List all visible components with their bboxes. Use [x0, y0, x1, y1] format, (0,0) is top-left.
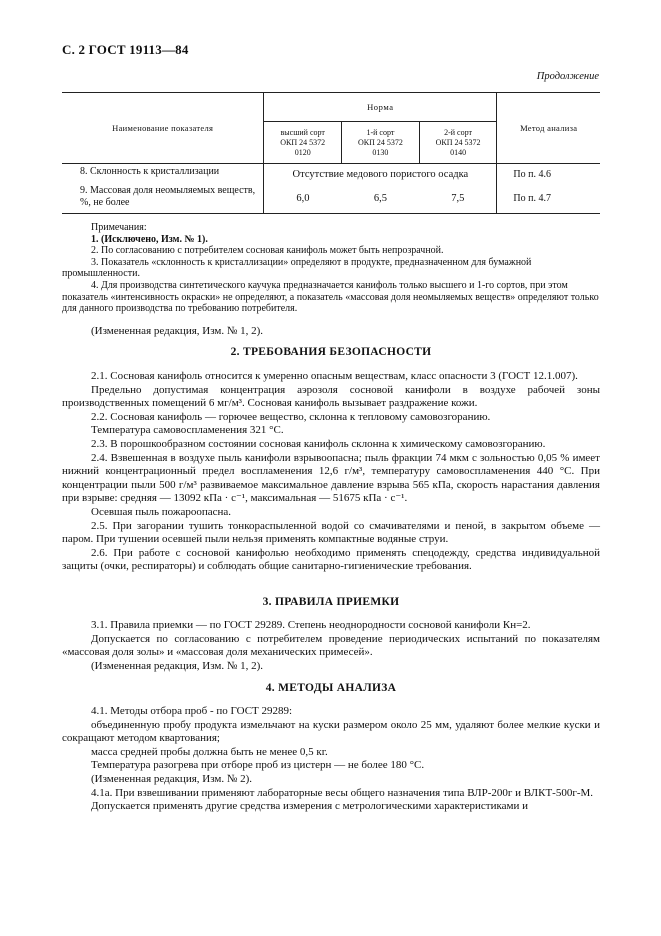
- paragraph: (Измененная редакция, Изм. № 2).: [91, 772, 253, 785]
- row-method: По п. 4.7: [497, 180, 600, 214]
- table-row: [62, 164, 600, 181]
- note-3: 3. Показатель «склонность к кристаллизации» определяют в продукте, предназначенном для бумажной промышленности.: [62, 256, 532, 280]
- section-4-body: [62, 705, 600, 814]
- row-name: 8. Склонность к кристаллизации: [62, 164, 264, 181]
- section-2-body: [62, 370, 600, 574]
- grade-code-suffix: 0120: [294, 147, 311, 157]
- notes-title: Примечания:: [91, 222, 147, 233]
- paragraph: объединенную пробу продукта измельчают на куски размером около 25 мм, удаляют более мелкие куски и сокращают методом квартования;: [62, 718, 600, 745]
- note-4: 4. Для производства синтетического каучука предназначается канифоль только высшего и 1-го сортов, при этом показатель «интенсивность окраски» не определяют, а показатель «массовая доля неомыляемых веществ» определяют только для данного производства по требованию потребителя.: [62, 279, 599, 315]
- grade-label: высший сорт: [280, 127, 325, 137]
- paragraph: 4.1. Методы отбора проб - по ГОСТ 29289:: [91, 705, 293, 717]
- paragraph: 2.1. Сосновая канифоль относится к умеренно опасным веществам, класс опасности 3 (ГОСТ 12.1.007).: [91, 370, 578, 382]
- paragraph: (Измененная редакция, Изм. № 1, 2).: [91, 659, 264, 672]
- row-value: 6,0: [264, 180, 342, 214]
- paragraph: масса средней пробы должна быть не менее 0,5 кг.: [91, 745, 328, 758]
- grade-label: 2-й сорт: [444, 127, 472, 137]
- column-header-method: Метод анализа: [497, 93, 600, 164]
- continuation-label: Продолжение: [536, 71, 599, 82]
- grade-code: ОКП 24 5372: [280, 137, 326, 147]
- notes-edit-remark: (Измененная редакция, Изм. № 1, 2).: [91, 324, 264, 337]
- row-value: 6,5: [342, 180, 420, 214]
- grade-code: ОКП 24 5372: [435, 137, 481, 147]
- paragraph: 4.1а. При взвешивании применяют лабораторные весы общего назначения типа ВЛР-200г и ВЛКТ-500г-М.: [91, 786, 594, 799]
- paragraph: 2.3. В порошкообразном состоянии сосновая канифоль склонна к химическому самовозгоранию.: [91, 437, 546, 450]
- section-3-heading: 3. ПРАВИЛА ПРИЕМКИ: [262, 596, 400, 608]
- table-row: [62, 180, 600, 214]
- grade-header-first: [342, 122, 420, 164]
- paragraph: Допускается применять другие средства измерения с метрологическими характеристиками и: [91, 800, 529, 813]
- grade-label: 1-й сорт: [366, 127, 395, 137]
- grade-code-suffix: 0130: [372, 147, 389, 157]
- row-merged-value: Отсутствие медового пористого осадка: [292, 169, 469, 180]
- grade-code-suffix: 0140: [450, 147, 467, 157]
- paragraph: Осевшая пыль пожароопасна.: [91, 505, 231, 518]
- paragraph: Предельно допустимая концентрация аэрозоля сосновой канифоли в воздухе рабочей зоны производственных помещений 6 мг/м³. Сосновая канифоль вызывает раздражение кожи.: [62, 383, 600, 410]
- paragraph: Допускается по согласованию с потребителем проведение периодических испытаний по показателям «массовая доля золы» и «массовая доля механических примесей».: [62, 632, 600, 659]
- note-1: 1. (Исключено, Изм. № 1).: [91, 233, 208, 245]
- note-2: 2. По согласованию с потребителем сосновая канифоль может быть непрозрачной.: [91, 245, 444, 257]
- paragraph: 2.6. При работе с сосновой канифолью необходимо применять спецодежду, средства индивидуальной защиты (очки, респираторы) и соблюдать общие санитарно-гигиенические требования.: [62, 546, 600, 573]
- grade-code: ОКП 24 5372: [357, 137, 403, 147]
- notes-block: [62, 222, 600, 337]
- row-method: По п. 4.6: [497, 164, 600, 181]
- paragraph: 2.4. Взвешенная в воздухе пыль канифоли взрывоопасна; пыль фракции 74 мкм с зольностью 0,05 % имеет нижний концентрационный предел воспламенения 12,6 г/м³, температуру самовоспламенения 440 °С. При концентрации пыли 500 г/м³ развиваемое максимальное давление взрыва 565 кПа, скорость нарастания давления при взрыве: средняя — 13092 кПа · с⁻¹, максимальная — 51675 кПа · с⁻¹.: [62, 451, 600, 505]
- norm-table: [62, 92, 600, 214]
- row-value: 7,5: [419, 180, 497, 214]
- paragraph: 2.2. Сосновая канифоль — горючее вещество, склонна к тепловому самовозгоранию.: [91, 410, 491, 423]
- row-name: 9. Массовая доля неомыляемых веществ, %, не более: [62, 180, 264, 214]
- column-header-name: Наименование показателя: [62, 93, 264, 164]
- page-header-title: С. 2 ГОСТ 19113—84: [62, 42, 189, 57]
- paragraph: 3.1. Правила приемки — по ГОСТ 29289. Степень неоднородности сосновой канифоли Кн=2.: [91, 619, 531, 631]
- paragraph: Температура разогрева при отборе проб из цистерн — не более 180 °С.: [91, 759, 425, 772]
- grade-header-second: [419, 122, 497, 164]
- paragraph: 2.5. При загорании тушить тонкораспыленной водой со смачивателями и пеной, в закрытом объеме — паром. При тушении осевшей пыли нельзя применять компактные водяные струи.: [62, 519, 600, 546]
- section-2-heading: 2. ТРЕБОВАНИЯ БЕЗОПАСНОСТИ: [230, 346, 432, 358]
- column-header-norma: Норма: [264, 93, 497, 122]
- grade-header-top: [264, 122, 342, 164]
- paragraph: Температура самовоспламенения 321 °С.: [91, 424, 284, 437]
- section-4-heading: 4. МЕТОДЫ АНАЛИЗА: [265, 682, 397, 694]
- section-3-body: [62, 619, 600, 673]
